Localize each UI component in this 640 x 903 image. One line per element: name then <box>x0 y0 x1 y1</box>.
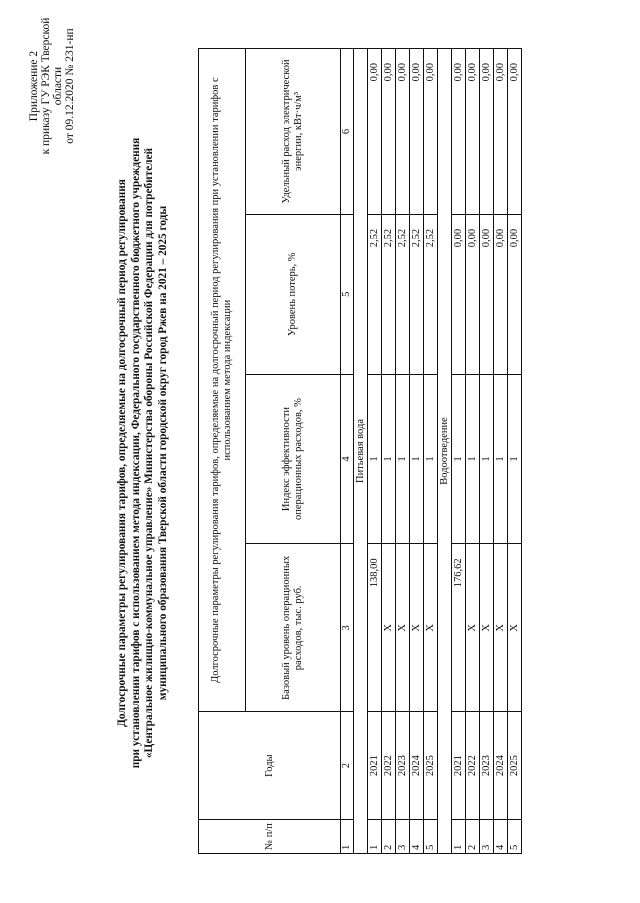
table-row <box>410 49 424 854</box>
column-index-row <box>341 49 354 854</box>
column-index: 3 <box>341 544 354 712</box>
year-cell: 2023 <box>480 712 494 820</box>
column-index: 6 <box>341 49 354 215</box>
year-cell: 2021 <box>368 712 382 820</box>
efficiency-index-cell: 1 <box>382 374 396 544</box>
loss-level-cell: 2,52 <box>382 214 396 374</box>
table-row <box>382 49 396 854</box>
row-number-cell: 2 <box>466 820 480 854</box>
efficiency-index-cell: 1 <box>508 374 522 544</box>
row-number-cell: 4 <box>494 820 508 854</box>
row-number-cell: 3 <box>396 820 410 854</box>
year-cell: 2024 <box>494 712 508 820</box>
base-level-cell: Х <box>424 544 438 712</box>
column-index: 1 <box>341 820 354 854</box>
header-energy-consumption: Удельный расход электрической энергии, кВт·ч/м³ <box>246 49 341 215</box>
table-row <box>368 49 382 854</box>
base-level-cell: Х <box>480 544 494 712</box>
section-title: Водоотведение <box>438 49 452 854</box>
year-cell: 2025 <box>424 712 438 820</box>
table-row <box>396 49 410 854</box>
efficiency-index-cell: 1 <box>396 374 410 544</box>
section-row <box>438 49 452 854</box>
loss-level-cell: 2,52 <box>368 214 382 374</box>
energy-consumption-cell: 0,00 <box>452 49 466 215</box>
table-row <box>508 49 522 854</box>
title-line: при установлении тарифов с использованием метода индексации, Федерального государственного бюджетного учреждения <box>129 137 142 769</box>
year-cell: 2021 <box>452 712 466 820</box>
loss-level-cell: 0,00 <box>480 214 494 374</box>
year-cell: 2023 <box>396 712 410 820</box>
base-level-cell: Х <box>494 544 508 712</box>
base-level-cell: 176,62 <box>452 544 466 712</box>
appendix-line: к приказу ГУ РЭК Тверской области <box>40 17 64 155</box>
section-row <box>354 49 368 854</box>
column-index: 4 <box>341 374 354 544</box>
row-number-cell: 4 <box>410 820 424 854</box>
efficiency-index-cell: 1 <box>452 374 466 544</box>
efficiency-index-cell: 1 <box>480 374 494 544</box>
efficiency-index-cell: 1 <box>368 374 382 544</box>
base-level-cell: Х <box>382 544 396 712</box>
row-number-cell: 5 <box>508 820 522 854</box>
title-line: «Центральное жилищно-коммунальное управление» Министерства обороны Российской Федерации для потребителей <box>143 147 155 759</box>
table-row <box>480 49 494 854</box>
loss-level-cell: 2,52 <box>396 214 410 374</box>
table-row <box>466 49 480 854</box>
base-level-cell: Х <box>508 544 522 712</box>
year-cell: 2024 <box>410 712 424 820</box>
year-cell: 2022 <box>382 712 396 820</box>
appendix-line: от 09.12.2020 № 231-нп <box>64 28 76 144</box>
base-level-cell: Х <box>466 544 480 712</box>
column-index: 2 <box>341 712 354 820</box>
energy-consumption-cell: 0,00 <box>466 49 480 215</box>
tariff-parameters-table <box>198 48 522 854</box>
loss-level-cell: 2,52 <box>410 214 424 374</box>
efficiency-index-cell: 1 <box>466 374 480 544</box>
table-row <box>494 49 508 854</box>
loss-level-cell: 2,52 <box>424 214 438 374</box>
table-row <box>452 49 466 854</box>
header-group: Долгосрочные параметры регулирования тарифов, определяемые на долгосрочный период регулирования при установлении тарифов с использованием метода индексации <box>199 49 246 712</box>
efficiency-index-cell: 1 <box>494 374 508 544</box>
appendix-reference <box>28 11 76 161</box>
base-level-cell: 138,00 <box>368 544 382 712</box>
appendix-line: Приложение 2 <box>28 50 40 122</box>
header-base-level: Базовый уровень операционных расходов, тыс. руб. <box>246 544 341 712</box>
efficiency-index-cell: 1 <box>410 374 424 544</box>
loss-level-cell: 0,00 <box>466 214 480 374</box>
document-title <box>116 73 170 833</box>
row-number-cell: 5 <box>424 820 438 854</box>
title-line: муниципального образования Тверской области городской округ город Ржев на 2021 – 2025 годы <box>156 205 169 701</box>
header-efficiency-index: Индекс эффективности операционных расходов, % <box>246 374 341 544</box>
energy-consumption-cell: 0,00 <box>494 49 508 215</box>
loss-level-cell: 0,00 <box>494 214 508 374</box>
energy-consumption-cell: 0,00 <box>368 49 382 215</box>
energy-consumption-cell: 0,00 <box>396 49 410 215</box>
header-loss-level: Уровень потерь, % <box>246 214 341 374</box>
energy-consumption-cell: 0,00 <box>410 49 424 215</box>
energy-consumption-cell: 0,00 <box>508 49 522 215</box>
header-number: № п/п <box>199 820 341 854</box>
energy-consumption-cell: 0,00 <box>480 49 494 215</box>
section-title: Питьевая вода <box>354 49 368 854</box>
row-number-cell: 1 <box>368 820 382 854</box>
year-cell: 2022 <box>466 712 480 820</box>
row-number-cell: 1 <box>452 820 466 854</box>
table-row <box>424 49 438 854</box>
base-level-cell: Х <box>396 544 410 712</box>
energy-consumption-cell: 0,00 <box>382 49 396 215</box>
loss-level-cell: 0,00 <box>508 214 522 374</box>
energy-consumption-cell: 0,00 <box>424 49 438 215</box>
title-line: Долгосрочные параметры регулирования тарифов, определяемые на долгосрочный период регулирования <box>116 179 128 727</box>
row-number-cell: 3 <box>480 820 494 854</box>
row-number-cell: 2 <box>382 820 396 854</box>
base-level-cell: Х <box>410 544 424 712</box>
efficiency-index-cell: 1 <box>424 374 438 544</box>
header-years: Годы <box>199 712 341 820</box>
loss-level-cell: 0,00 <box>452 214 466 374</box>
column-index: 5 <box>341 214 354 374</box>
year-cell: 2025 <box>508 712 522 820</box>
